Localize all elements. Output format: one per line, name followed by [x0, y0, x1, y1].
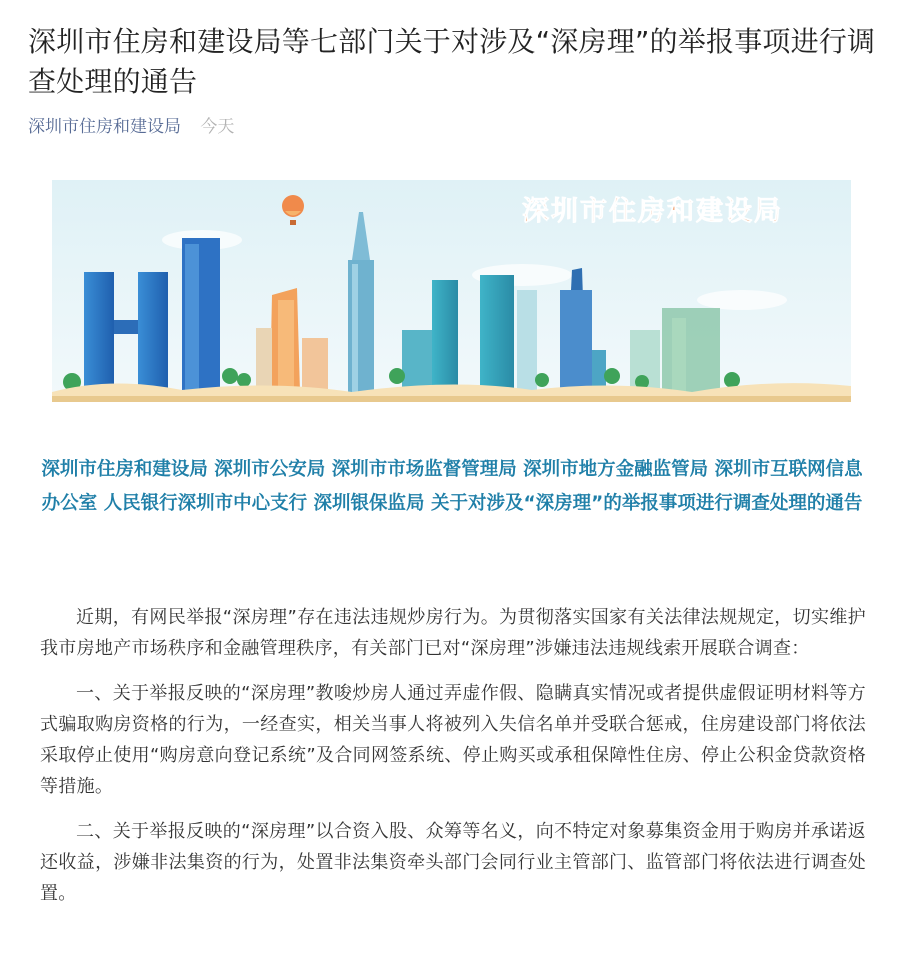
banner-caption: 深圳市住房和建设局	[522, 196, 783, 227]
article-meta	[28, 115, 234, 139]
city-skyline-illustration	[52, 180, 851, 402]
notice-headline: 深圳市住房和建设局 深圳市公安局 深圳市市场监督管理局 深圳市地方金融监管局 深圳市互联网信息办公室 人民银行深圳市中心支行 深圳银保监局 关于对涉及“深房理”的举报事项进行调查处理的通告	[41, 459, 863, 514]
paragraph-intro: 近期，有网民举报“深房理”存在违法违规炒房行为。为贯彻落实国家有关法律法规规定，切实维护我市房地产市场秩序和金融管理秩序，有关部门已对“深房理”涉嫌违法违规线索开展联合调查：	[40, 607, 866, 659]
article-title: 深圳市住房和建设局等七部门关于对涉及“深房理”的举报事项进行调查处理的通告	[28, 25, 876, 98]
author-link[interactable]: 深圳市住房和建设局	[28, 117, 181, 137]
banner-image	[52, 180, 851, 402]
publish-date: 今天	[200, 117, 235, 137]
paragraph-item-1: 一、关于举报反映的“深房理”教唆炒房人通过弄虚作假、隐瞒真实情况或者提供虚假证明材料等方式骗取购房资格的行为，一经查实，相关当事人将被列入失信名单并受联合惩戒，住房建设部门将依法采取停止使用“购房意向登记系统”及合同网签系统、停止购买或承租保障性住房、停止公积金贷款资格等措施。	[40, 683, 866, 797]
article-body	[40, 602, 866, 923]
paragraph-item-2: 二、关于举报反映的“深房理”以合资入股、众筹等名义，向不特定对象募集资金用于购房并承诺返还收益，涉嫌非法集资的行为，处置非法集资牵头部门会同行业主管部门、监管部门将依法进行调查处置。	[40, 821, 866, 904]
